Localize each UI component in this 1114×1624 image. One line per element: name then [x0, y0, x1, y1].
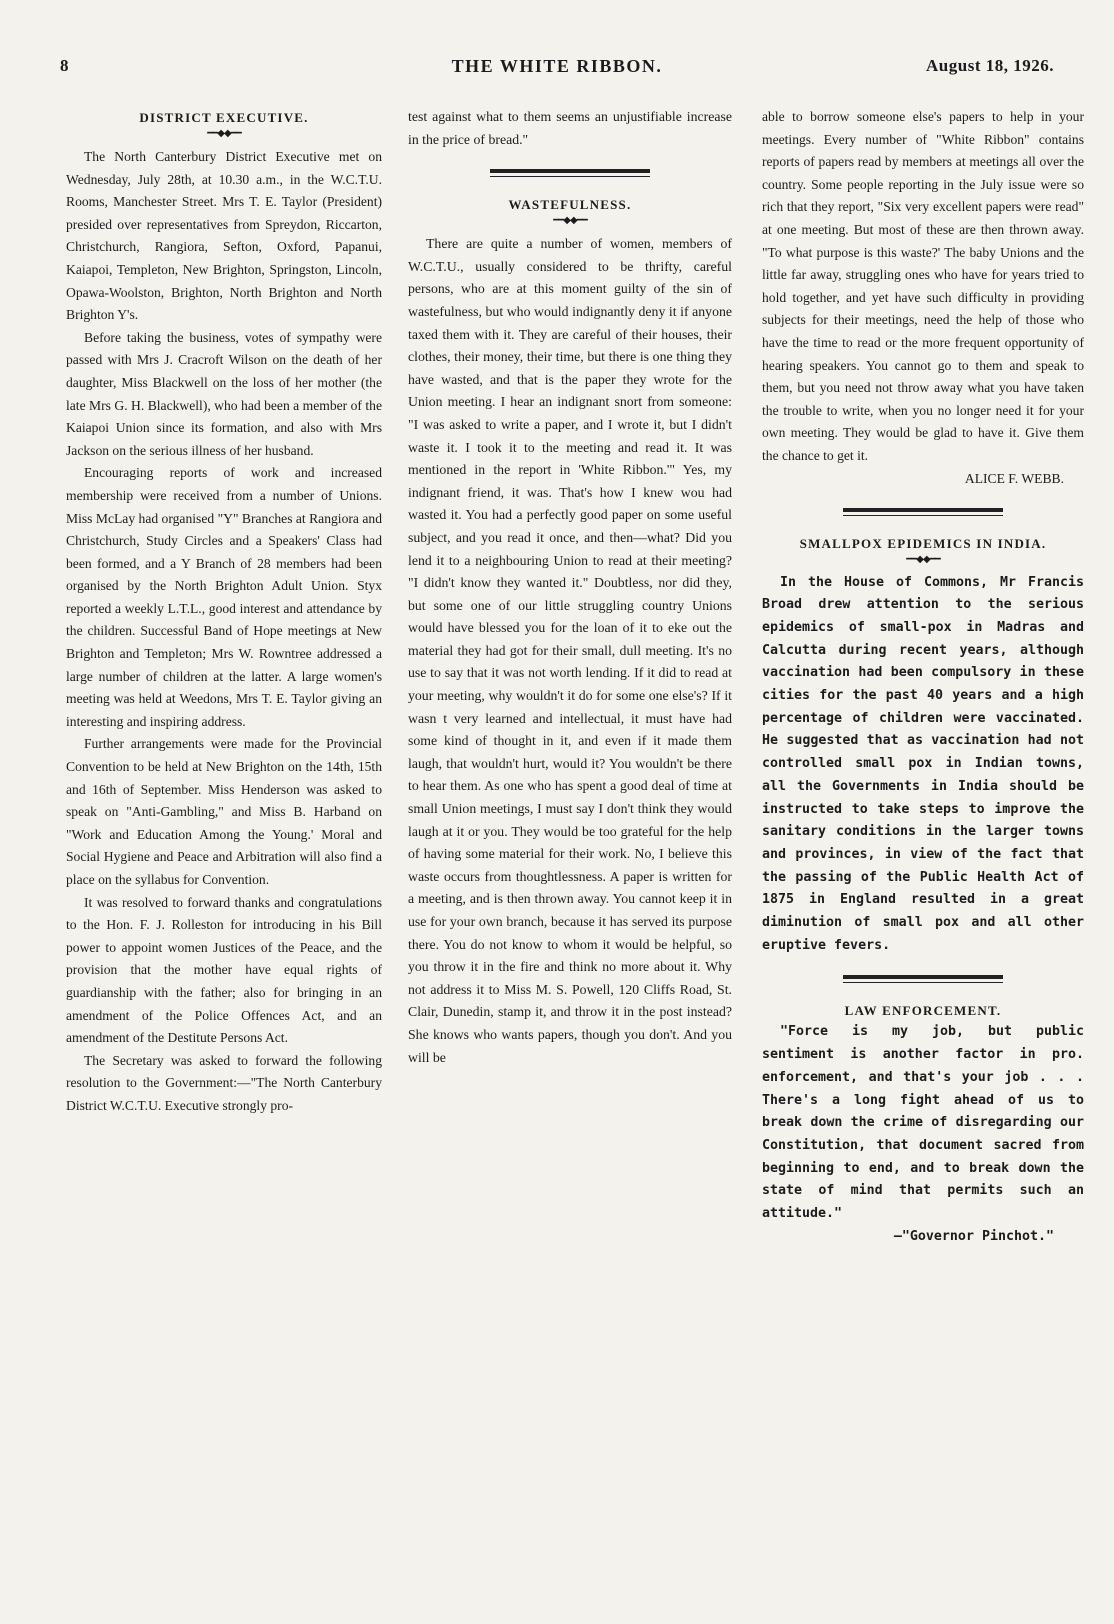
article-paragraph: It was resolved to forward thanks and congratulations to the Hon. F. J. Rolleston for introducing in his Bill power to appoint women Justices of the Peace, and the provision that the mother have equal rights of guardianship with the father; also for bringing in an amendment of the Police Offences Act, and an amendment of the Destitute Persons Act. [66, 894, 382, 1046]
article-continuation: test against what to them seems an unjustifiable increase in the price of bread." [408, 109, 732, 147]
author-signature: ALICE F. WEBB. [964, 470, 1064, 486]
article-title-wastefulness: WASTEFULNESS. [508, 197, 632, 213]
page-number: 8 [60, 56, 69, 75]
article-paragraph: The North Canterbury District Executive met on Wednesday, July 28th, at 10.30 a.m., in the W.C.T.U. Rooms, Manchester Street. Mrs T. E. Taylor (President) presided over representatives from Spreydon, Riccarton, Christchurch, Rangiora, Sefton, Oxford, Papanui, Kaiapoi, Templeton, New Brighton, Springston, Lincoln, Opawa-Woolston, Brighton, North Brighton and North Brighton Y's. [66, 149, 382, 323]
article-paragraph: In the House of Commons, Mr Francis Broad drew attention to the serious epidemics of small-pox in Madras and Calcutta during recent years, although vaccination had been compulsory in these cities for the past 40 years and a high percentage of children were vaccinated. He suggested that as vaccination had not controlled small pox in Indian towns, all the Governments in India should be instructed to take steps to improve the sanitary conditions in the larger towns and provinces, in view of the fact that the passing of the Public Health Act of 1875 in England resulted in a great diminution of small pox and all other eruptive fevers. [762, 574, 1084, 953]
article-title-smallpox: SMALLPOX EPIDEMICS IN INDIA. [799, 535, 1047, 551]
article-paragraph: Encouraging reports of work and increased membership were received from a number of Unions. Miss McLay had organised "Y" Branches at Rangiora and Christchurch, Study Circles and a Speakers' Class had been formed, and a Y Branch of 28 members had been organised by the North Brighton Adult Union. Styx reported a weekly L.T.L., good interest and attendance by the children. Successful Band of Hope meetings at New Brighton and Templeton; Mrs W. Rowntree addressed a large number of children at the latter. A large women's meeting was held at Weedons, Mrs T. E. Taylor giving an interesting and inspiring address. [66, 465, 382, 729]
column-3 [762, 106, 1084, 1248]
masthead: THE WHITE RIBBON. [451, 56, 663, 76]
column-2 [408, 106, 732, 1069]
article-paragraph: There are quite a number of women, members of W.C.T.U., usually considered to be thrifty, careful persons, who are at this moment guilty of the sin of wastefulness, but who would indignantly deny it if anyone taxed them with it. They are careful of their houses, their clothes, their money, their time, but there is one thing they have wasted, and that is the paper they wrote for the Union meeting. I hear an indignant snort from someone: "I was asked to write a paper, and I wrote it, but I didn't waste it. I took it to the meeting and read it. It was mentioned in the report in 'White Ribbon.'" Yes, my indignant friend, it was. That's how I knew wou had wasted it. You had a perfectly good paper on some useful subject, and you read it once, and then—what? Did you lend it to a neighbouring Union to read at their meeting? "I didn't know they wanted it." Doubtless, nor did they, but some one of our little struggling country Unions would have blessed you for the loan of it to eke out the material they had got for their small, dull meeting. It's no use to say that it was not worth lending. If it did to read at your meeting, why wouldn't it do for some one else's? If it wasn t very learned and intellectual, it must have had some kind of thought in it, and even if it made them laugh, that wouldn't hurt, would it? You wouldn't be there to hear them. As one who has spent a good deal of time at small Union meetings, I must say I don't think they would laugh at it or you. They would be too grateful for the help of having some material for their work. No, I believe this waste occurs from thoughtlessness. A paper is written for a meeting, and is then thrown away. You cannot keep it in use for your own branch, because it has served its purpose there. You do not know to whom it would be helpful, so you throw it in the fire and think no more about it. Why not address it to Miss M. S. Powell, 120 Cliffs Road, St. Clair, Dunedin, stamp it, and throw it in the post instead? She knows who wants papers, though you don't. And you will be [408, 236, 732, 1065]
article-title-district: DISTRICT EXECUTIVE. [139, 110, 309, 125]
article-continuation: able to borrow someone else's papers to help in your meetings. Every number of "White Ribbon" contains reports of papers read by members at meetings all over the country. Some people reporting in the July issue were so rich that they report, "Six very excellent papers were read" at one meeting. But most of these are then thrown away. "To what purpose is this waste?' The baby Unions and the little far away, struggling ones who have for years tried to hold together, and yet have such difficulty in providing subjects for their meetings, need the help of those who have the time to read or the more frequent opportunity of hearing speakers. You cannot go to them and speak to them, but you need not throw away what you have taken the trouble to write, when you no longer need it for your own meeting. They would be glad to have it. Give them the chance to get it. [762, 109, 1084, 463]
section-rule [843, 975, 1003, 983]
article-paragraph: "Force is my job, but public sentiment is another factor in pro. enforcement, and that's your job . . . There's a long fight ahead of us to break down the crime of disregarding our Constitution, that document sacred from beginning to end, and to break down the state of mind that permits such an attitude." [762, 1024, 1084, 1222]
issue-date: August 18, 1926. [926, 56, 1054, 75]
column-1 [66, 106, 382, 1118]
section-rule [843, 508, 1003, 516]
article-paragraph: Further arrangements were made for the Provincial Convention to be held at New Brighton on the 14th, 15th and 16th of September. Miss Henderson was asked to speak on "Anti-Gambling," and Miss B. Harband on "Work and Education Among the Young.' Moral and Social Hygiene and Peace and Arbitration will also find a place on the syllabus for Convention. [66, 736, 382, 887]
section-rule [490, 169, 650, 177]
article-title-law: LAW ENFORCEMENT. [844, 1003, 1002, 1019]
page-header [0, 56, 1114, 86]
quote-attribution: —"Governor Pinchot." [893, 1228, 1054, 1244]
ornament-divider: ━━◆◆━━ [906, 553, 940, 565]
article-paragraph: Before taking the business, votes of sympathy were passed with Mrs J. Cracroft Wilson on the death of her daughter, Miss Blackwell on the loss of her mother (the late Mrs G. H. Blackwell), who had been a member of the Kaiapoi Union since its formation, and also with Mrs Jackson on the serious illness of her husband. [66, 329, 382, 458]
article-paragraph: The Secretary was asked to forward the following resolution to the Government:—"The North Canterbury District W.C.T.U. Executive strongly pro- [66, 1052, 382, 1113]
ornament-divider: ━━◆◆━━ [553, 215, 587, 227]
ornament-divider: ━━◆◆━━ [207, 128, 241, 139]
